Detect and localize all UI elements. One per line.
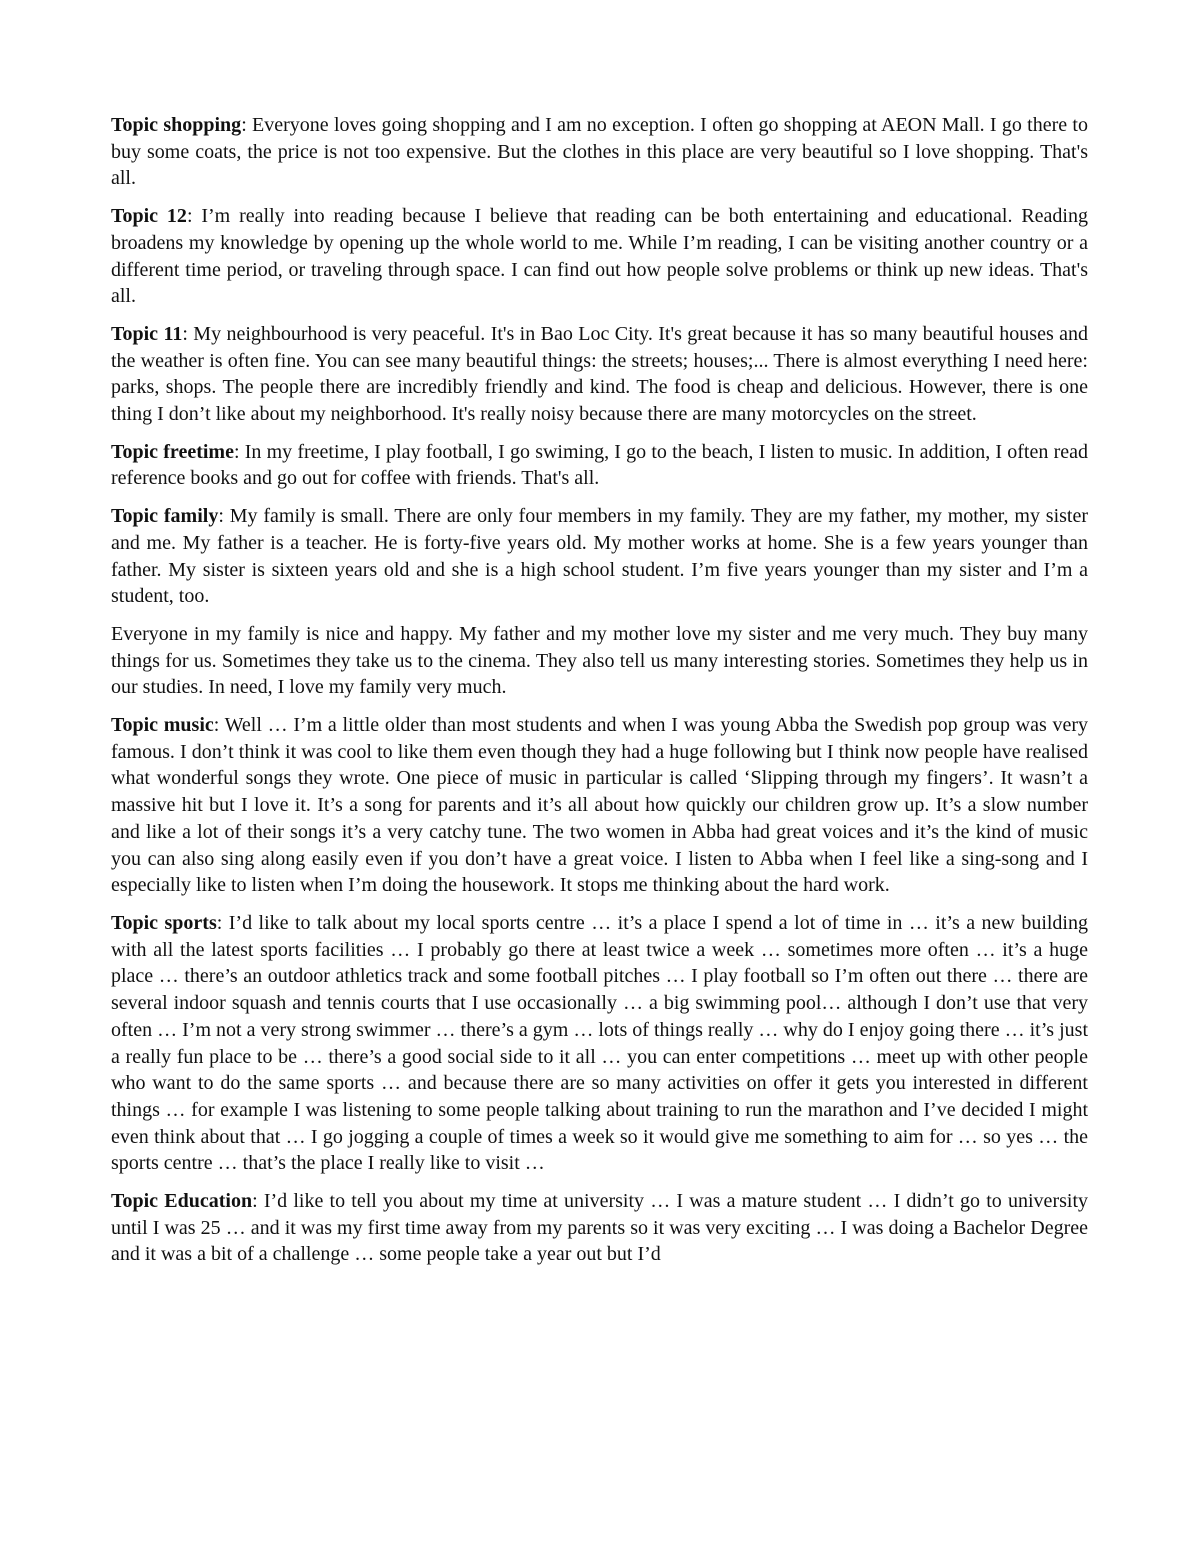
paragraph-text: : I’d like to talk about my local sports centre … it’s a place I spend a lot of time in … it’s a new building with all the latest sports facilities … I probably go there at least twice a week … sometimes more often … it’s a huge place … there’s an outdoor athletics track and some football pitches … I play football so I’m often out there … there are several indoor squash and tennis courts that I use occasionally … a big swimming pool… although I don’t use that very often … I’m not a very strong swimmer … there’s a gym … lots of things really … why do I enjoy going there … it’s just a really fun place to be … there’s a good social side to it all … you can enter competitions … meet up with other people who want to do the same sports … and because there are so many activities on offer it gets you interested in different things … for example I was listening to some people talking about training to run the marathon and I’ve decided I might even think about that … I go jogging a couple of times a week so it would give me something to aim for … so yes … the sports centre … that’s the place I really like to visit … (111, 911, 1088, 1175)
paragraph-text: : Well … I’m a little older than most students and when I was young Abba the Swedish pop group was very famous. I don’t think it was cool to like them even though they had a huge following but I think now people have realised what wonderful songs they wrote. One piece of music in particular is called ‘Slipping through my fingers’. It wasn’t a massive hit but I love it. It’s a song for parents and it’s all about how quickly our children grow up. It’s a slow number and like a lot of their songs it’s a very catchy tune. The two women in Abba had great voices and it’s the kind of music you can also sing along easily even if you don’t have a great voice. I listen to Abba when I feel like a sing-song and I especially like to listen when I’m doing the housework. It stops me thinking about the hard work. (111, 714, 1088, 897)
paragraph-topic-shopping (111, 112, 1088, 192)
paragraph-topic-family (111, 503, 1088, 610)
paragraph-text: : In my freetime, I play football, I go swiming, I go to the beach, I listen to music. In addition, I often read reference books and go out for coffee with friends. That's all. (111, 440, 1088, 490)
paragraph-family-continued (111, 621, 1088, 701)
paragraph-text: : I’d like to tell you about my time at university … I was a mature student … I didn’t go to university until I was 25 … and it was my first time away from my parents so it was very exciting … I was doing a Bachelor Degree and it was a bit of a challenge … some people take a year out but I’d (111, 1190, 1088, 1266)
paragraph-text: : My neighbourhood is very peaceful. It's in Bao Loc City. It's great because it has so many beautiful houses and the weather is often fine. You can see many beautiful things: the streets; houses;... There is almost everything I need here: parks, shops. The people there are incredibly friendly and kind. The food is cheap and delicious. However, there is one thing I don’t like about my neighborhood. It's really noisy because there are many motorcycles on the street. (111, 322, 1088, 426)
paragraph-topic-12 (111, 203, 1088, 310)
paragraph-topic-sports (111, 910, 1088, 1177)
topic-label: Topic 11 (111, 322, 183, 345)
paragraph-topic-11 (111, 321, 1088, 428)
paragraph-text: Everyone in my family is nice and happy. My father and my mother love my sister and me very much. They buy many things for us. Sometimes they take us to the cinema. They also tell us many interesting stories. Sometimes they help us in our studies. In need, I love my family very much. (111, 622, 1088, 699)
topic-label: Topic Education (111, 1190, 253, 1213)
topic-label: Topic shopping (111, 114, 242, 136)
topic-label: Topic family (111, 505, 219, 528)
paragraph-topic-freetime (111, 439, 1088, 492)
paragraph-text: : My family is small. There are only four members in my family. They are my father, my mother, my sister and me. My father is a teacher. He is forty-five years old. My mother works at home. She is a few years younger than father. My sister is sixteen years old and she is a high school student. I’m five years younger than my sister and I’m a student, too. (111, 505, 1088, 608)
paragraph-text: : Everyone loves going shopping and I am no exception. I often go shopping at AEON Mall. I go there to buy some coats, the price is not too expensive. But the clothes in this place are very beautiful so I love shopping. That's all. (111, 114, 1088, 190)
paragraph-text: : I’m really into reading because I believe that reading can be both entertaining and educational. Reading broadens my knowledge by opening up the whole world to me. While I’m reading, I can be visiting another country or a different time period, or traveling through space. I can find out how people solve problems or think up new ideas. That's all. (111, 205, 1088, 308)
document-page (111, 112, 1088, 1279)
paragraph-topic-music (111, 712, 1088, 899)
paragraph-topic-education (111, 1188, 1088, 1268)
topic-label: Topic sports (111, 911, 217, 934)
topic-label: Topic freetime (111, 440, 234, 463)
topic-label: Topic 12 (111, 205, 187, 228)
topic-label: Topic music (111, 714, 214, 737)
